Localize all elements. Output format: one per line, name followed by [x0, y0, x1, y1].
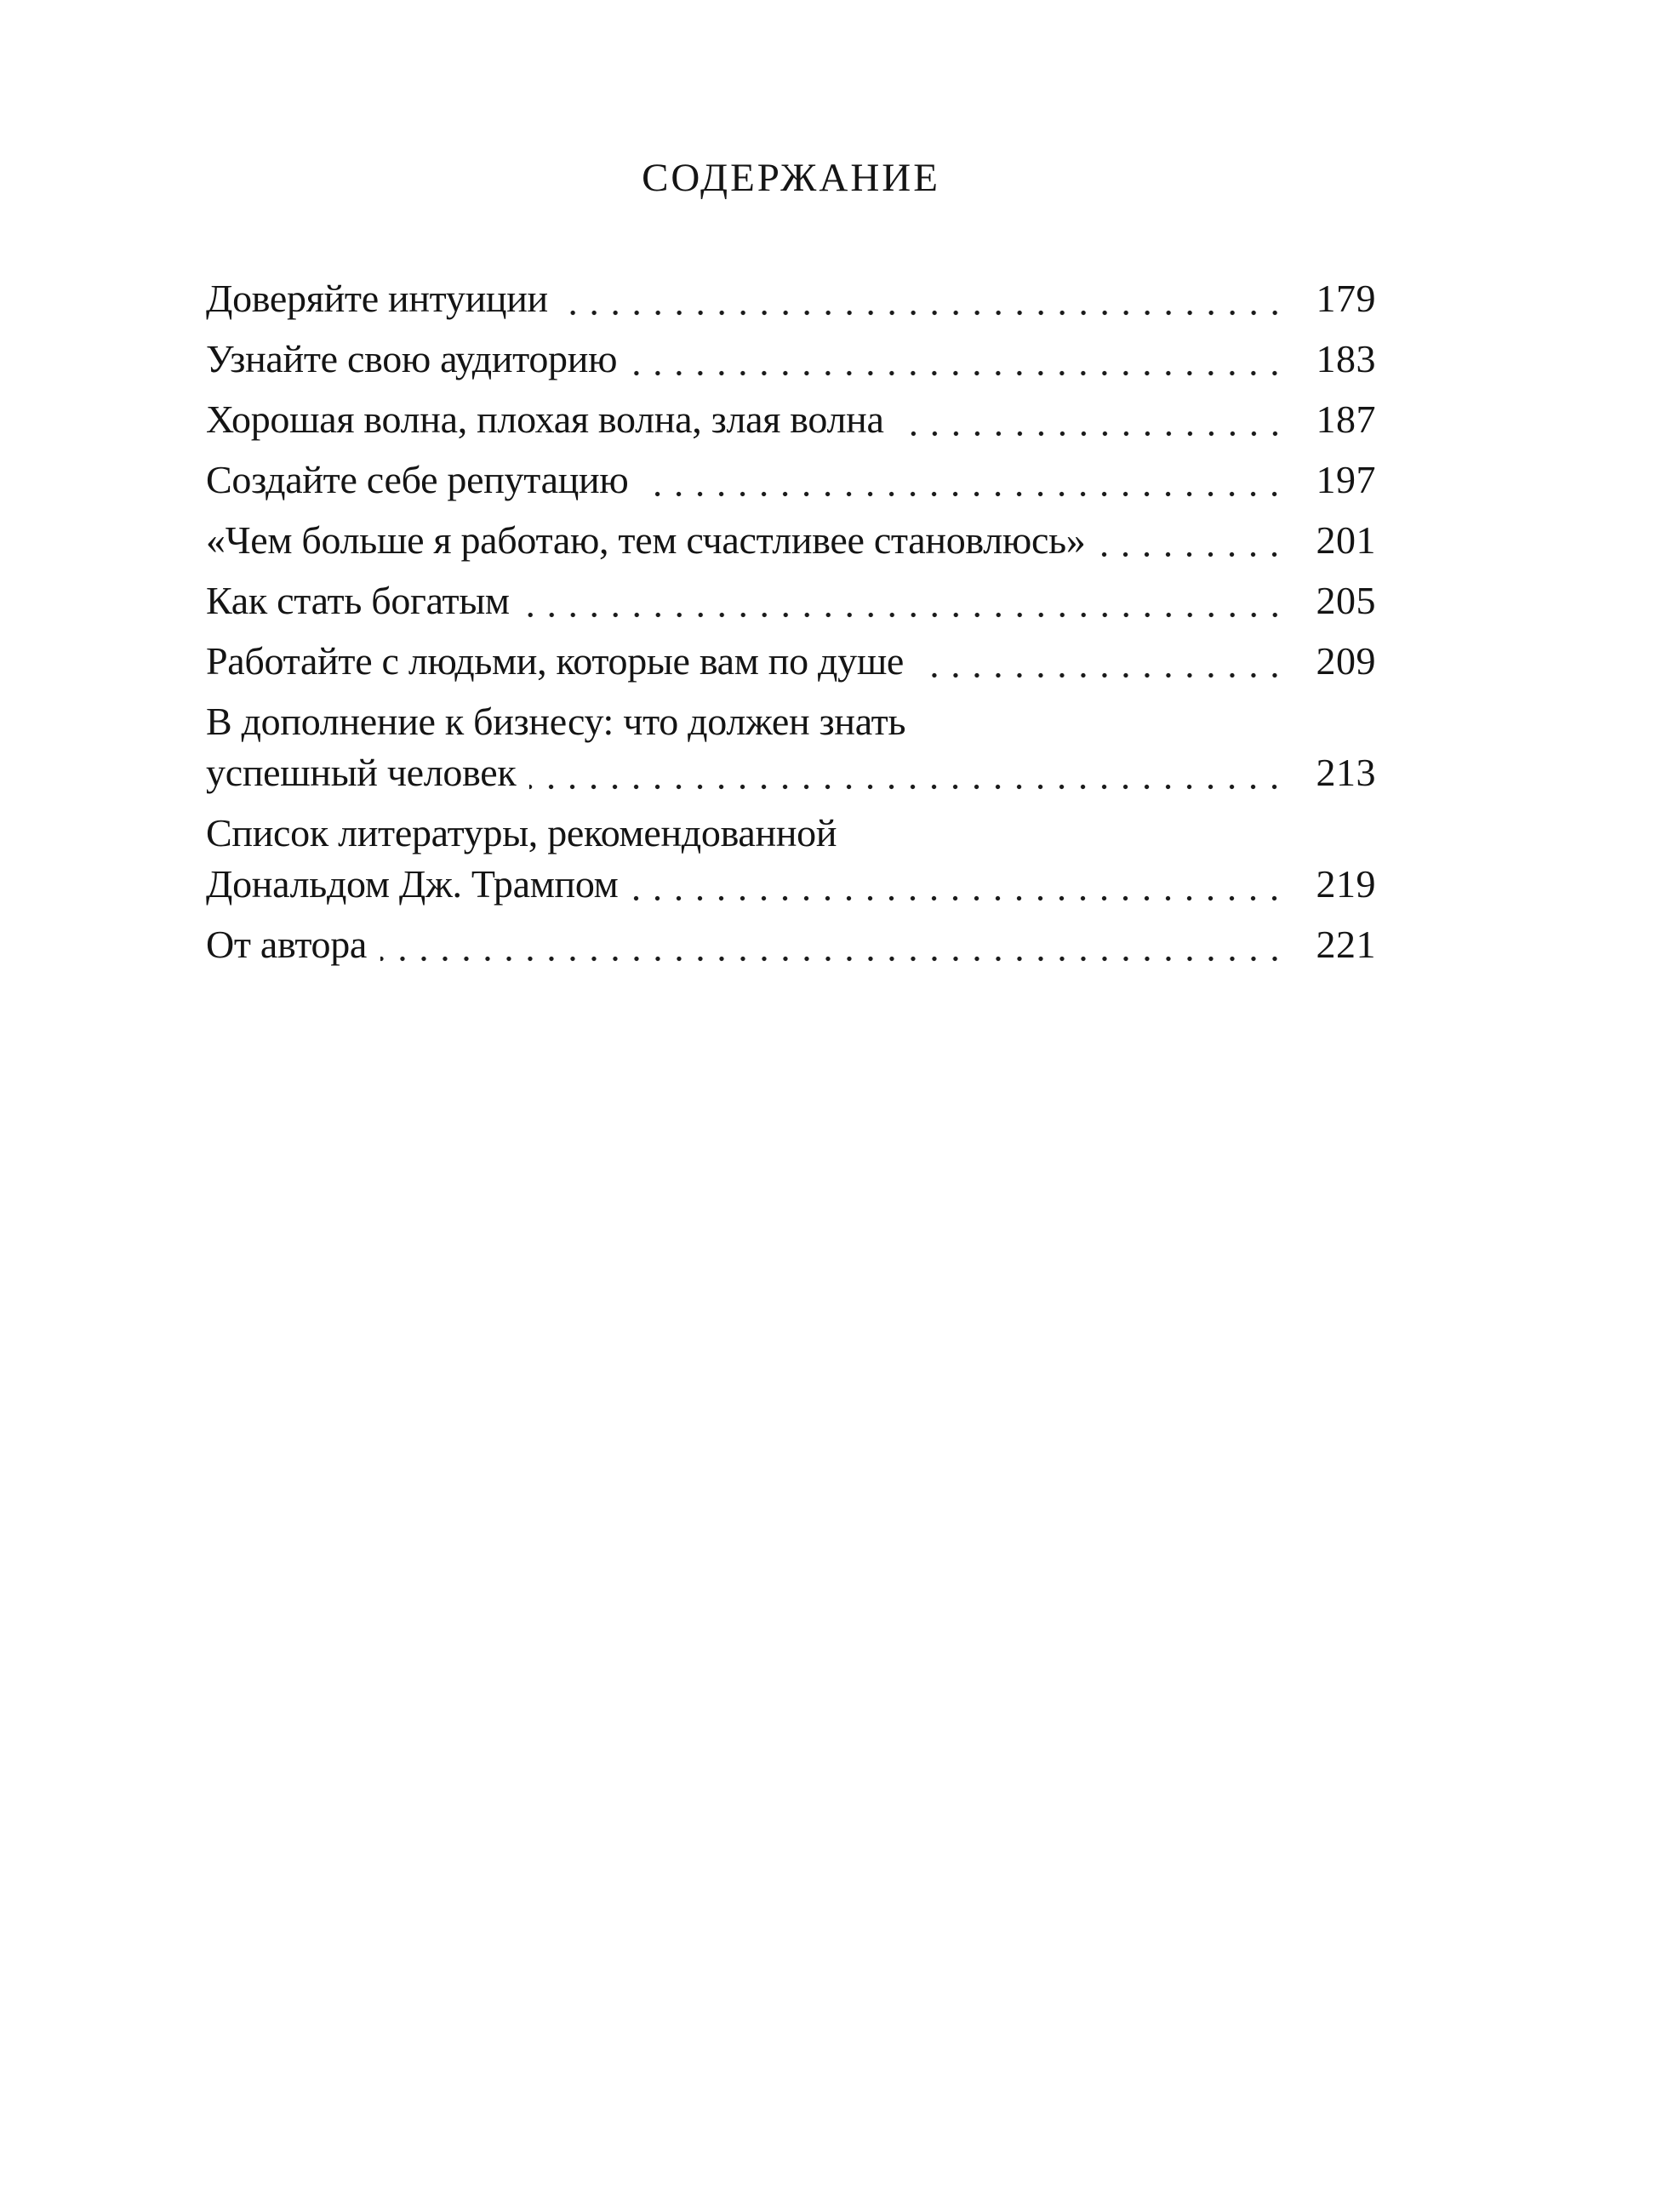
- toc-entry-title: Работайте с людьми, которые вам по душе: [206, 639, 905, 683]
- toc-entry: [206, 808, 1376, 910]
- toc-entry-page-number: 209: [1316, 639, 1376, 683]
- toc-entry-title: «Чем больше я работаю, тем счастливее становлюсь»: [206, 518, 1086, 562]
- toc-entry: [206, 575, 1376, 626]
- toc-entry-line: [206, 636, 1376, 687]
- toc-entry-line: [206, 454, 1376, 506]
- toc-entry-line: [206, 859, 1376, 910]
- toc-entry-line: [206, 575, 1376, 626]
- toc-list: [206, 273, 1376, 970]
- dot-leader: [631, 334, 1287, 385]
- dot-leader: [631, 859, 1287, 910]
- toc-entry-line: [206, 273, 1376, 324]
- dot-leader: [642, 454, 1287, 506]
- dot-leader: [917, 636, 1287, 687]
- toc-entry-title: От автора: [206, 923, 368, 966]
- toc-entry-page-number: 201: [1316, 518, 1376, 562]
- toc-entry-page-number: 213: [1316, 751, 1376, 794]
- toc-entry-page-number: 219: [1316, 862, 1376, 906]
- toc-entry-line: [206, 747, 1376, 798]
- toc-entry-title: Список литературы, рекомендованной: [206, 811, 837, 855]
- toc-entry-page-number: 205: [1316, 579, 1376, 622]
- toc-entry-line: [206, 919, 1376, 970]
- toc-entry-title: Узнайте свою аудиторию: [206, 337, 618, 380]
- dot-leader: [898, 394, 1288, 445]
- toc-entry: [206, 919, 1376, 970]
- toc-entry-title: Доверяйте интуиции: [206, 277, 548, 320]
- toc-entry-line: [206, 808, 1376, 859]
- dot-leader: [523, 575, 1288, 626]
- toc-entry: [206, 394, 1376, 445]
- toc-title: СОДЕРЖАНИЕ: [642, 156, 940, 200]
- toc-entry-page-number: 221: [1316, 923, 1376, 966]
- toc-page: [206, 0, 1376, 2212]
- toc-entry: [206, 334, 1376, 385]
- toc-entry-line: [206, 515, 1376, 566]
- dot-leader: [380, 919, 1287, 970]
- toc-entry: [206, 273, 1376, 324]
- toc-entry-title: Дональдом Дж. Трампом: [206, 862, 619, 906]
- toc-entry-page-number: 187: [1316, 397, 1376, 441]
- toc-entry-title: успешный человек: [206, 751, 517, 794]
- toc-entry-page-number: 179: [1316, 277, 1376, 320]
- toc-entry-title: Как стать богатым: [206, 579, 510, 622]
- toc-entry-title: Хорошая волна, плохая волна, злая волна: [206, 397, 884, 441]
- toc-entry-line: [206, 334, 1376, 385]
- toc-entry-title: Создайте себе репутацию: [206, 458, 629, 501]
- toc-entry-title: В дополнение к бизнесу: что должен знать: [206, 700, 906, 743]
- toc-entry-page-number: 197: [1316, 458, 1376, 501]
- dot-leader: [529, 747, 1287, 798]
- toc-entry: [206, 636, 1376, 687]
- dot-leader: [562, 273, 1288, 324]
- toc-entry-line: [206, 394, 1376, 445]
- toc-entry-line: [206, 696, 1376, 747]
- toc-entry: [206, 515, 1376, 566]
- dot-leader: [1099, 515, 1287, 566]
- toc-entry: [206, 454, 1376, 506]
- toc-entry: [206, 696, 1376, 798]
- toc-entry-page-number: 183: [1316, 337, 1376, 380]
